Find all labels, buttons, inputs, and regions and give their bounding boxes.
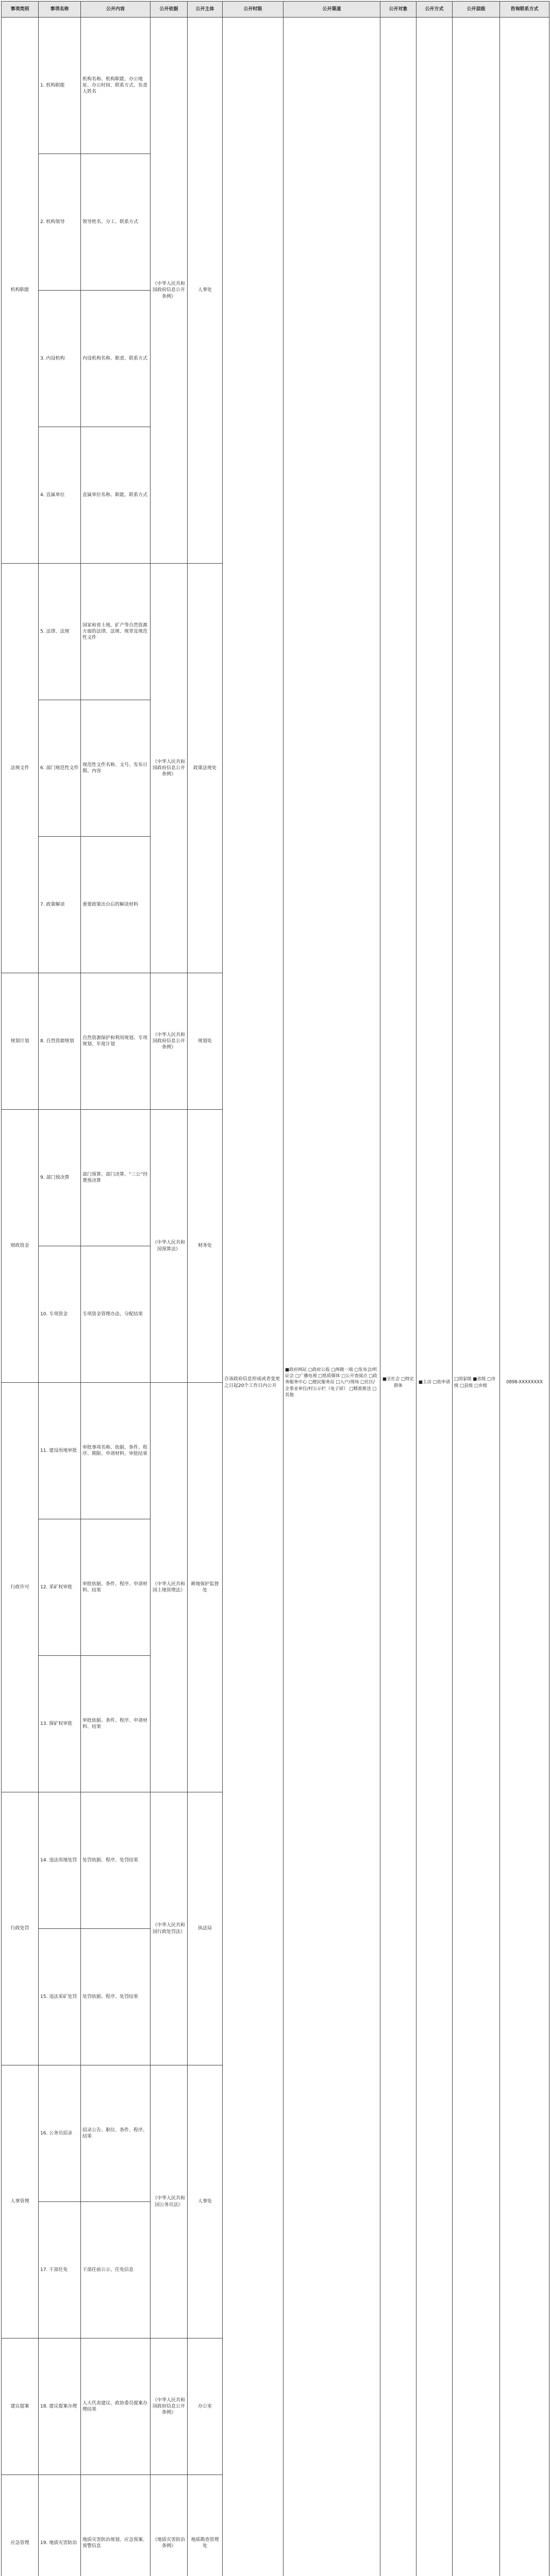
cell-basis: 《中华人民共和国政府信息公开条例》 bbox=[151, 973, 188, 1110]
item-number-separator: . bbox=[46, 2403, 49, 2409]
cell-content: 干部任前公示、任免信息 bbox=[81, 2202, 151, 2338]
cell-name bbox=[39, 154, 81, 291]
item-name: 直属单位 bbox=[46, 492, 65, 498]
cell-category: 规划计划 bbox=[2, 973, 39, 1110]
item-name: 探矿权审批 bbox=[49, 1721, 73, 1726]
cell-subject: 财务处 bbox=[188, 1110, 223, 1383]
page bbox=[0, 1, 550, 2576]
cell-name bbox=[39, 2338, 81, 2475]
item-number: 1 bbox=[40, 82, 43, 88]
header-subject: 公开主体 bbox=[188, 2, 223, 18]
item-number-separator: . bbox=[43, 902, 46, 907]
item-name: 建议提案办理 bbox=[49, 2403, 77, 2409]
cell-method: ■主动 □依申请 bbox=[416, 18, 453, 2576]
item-number: 17 bbox=[40, 2267, 46, 2273]
item-name: 专项资金 bbox=[49, 1311, 68, 1317]
item-name: 采矿权审批 bbox=[49, 1584, 73, 1590]
item-number-separator: . bbox=[46, 2540, 49, 2546]
item-number-separator: . bbox=[46, 1448, 49, 1453]
cell-content: 重要政策出台后的解读材料 bbox=[81, 837, 151, 973]
cell-subject: 政策法规处 bbox=[188, 564, 223, 973]
item-number: 4 bbox=[40, 492, 43, 498]
header-basis: 公开依据 bbox=[151, 2, 188, 18]
item-number: 5 bbox=[40, 629, 43, 634]
header-contact: 咨询联系方式 bbox=[500, 2, 549, 18]
cell-content: 审批依据、条件、程序、申请材料、结果 bbox=[81, 1656, 151, 1792]
cell-level: □国家级 ■省级 □市级 □县级 □乡级 bbox=[453, 18, 500, 2576]
cell-object: ■全社会 □特定群体 bbox=[380, 18, 416, 2576]
cell-content: 处罚依据、程序、处罚结果 bbox=[81, 1792, 151, 1929]
cell-subject: 规划处 bbox=[188, 973, 223, 1110]
item-name: 地质灾害防治 bbox=[49, 2540, 77, 2546]
item-number: 7 bbox=[40, 902, 43, 907]
item-number-separator: . bbox=[43, 492, 46, 498]
item-number: 11 bbox=[40, 1448, 46, 1453]
item-number-separator: . bbox=[46, 1721, 49, 1726]
cell-name bbox=[39, 1929, 81, 2065]
cell-content: 人大代表建议、政协委员提案办理结果 bbox=[81, 2338, 151, 2475]
cell-content: 国家和省土地、矿产等自然资源方面的法律、法规、规章及规范性文件 bbox=[81, 564, 151, 700]
cell-name bbox=[39, 1656, 81, 1792]
header-channel: 公开渠道 bbox=[284, 2, 380, 18]
cell-content: 专项资金管理办法、分配结果 bbox=[81, 1246, 151, 1383]
cell-content: 审批事项名称、依据、条件、程序、期限、申请材料、审批结果 bbox=[81, 1383, 151, 1519]
item-number-separator: . bbox=[43, 1175, 46, 1180]
header-content: 公开内容 bbox=[81, 2, 151, 18]
cell-content: 机构名称、机构职能、办公地址、办公时间、联系方式、负责人姓名 bbox=[81, 18, 151, 154]
header-time: 公开时限 bbox=[223, 2, 284, 18]
cell-name bbox=[39, 564, 81, 700]
cell-basis: 《中华人民共和国公务员法》 bbox=[151, 2065, 188, 2338]
cell-subject: 耕地保护监督处 bbox=[188, 1383, 223, 1792]
item-number-separator: . bbox=[46, 2267, 49, 2273]
cell-name bbox=[39, 1383, 81, 1519]
cell-name bbox=[39, 2475, 81, 2576]
cell-name bbox=[39, 1110, 81, 1246]
cell-category: 建议提案 bbox=[2, 2338, 39, 2475]
item-name: 干部任免 bbox=[49, 2267, 68, 2273]
table-header-row bbox=[2, 2, 549, 18]
cell-channel: ■政府网站 □政府公报 □两微一端 □发布会/听证会 □广播电视 □纸质媒体 □公开查阅点 □政务服务中心 □便民服务站 □入户/现场 □社区/企事业单位/村公示栏（电子屏） □精准推送 □其他 bbox=[284, 18, 380, 2576]
cell-basis: 《中华人民共和国政府信息公开条例》 bbox=[151, 2338, 188, 2475]
cell-basis: 《地质灾害防治条例》 bbox=[151, 2475, 188, 2576]
cell-content: 领导姓名、分工、联系方式 bbox=[81, 154, 151, 291]
cell-content: 部门预算、部门决算、“三公”经费预决算 bbox=[81, 1110, 151, 1246]
cell-time: 自该政府信息形成或者变更之日起20个工作日内公开 bbox=[223, 18, 284, 2576]
header-level: 公开层级 bbox=[453, 2, 500, 18]
cell-category: 行政处罚 bbox=[2, 1792, 39, 2065]
cell-subject: 人事处 bbox=[188, 18, 223, 564]
cell-name bbox=[39, 291, 81, 427]
item-number: 13 bbox=[40, 1721, 46, 1726]
item-name: 机构职能 bbox=[46, 82, 65, 88]
cell-content: 直属单位名称、职能、联系方式 bbox=[81, 427, 151, 564]
cell-subject: 办公室 bbox=[188, 2338, 223, 2475]
table-row bbox=[2, 18, 549, 154]
item-number: 18 bbox=[40, 2403, 46, 2409]
item-number-separator: . bbox=[46, 1857, 49, 1863]
item-number: 10 bbox=[40, 1311, 46, 1317]
cell-name bbox=[39, 2065, 81, 2202]
cell-basis: 《中华人民共和国政府信息公开条例》 bbox=[151, 564, 188, 973]
item-number: 14 bbox=[40, 1857, 46, 1863]
item-number-separator: . bbox=[43, 1038, 46, 1044]
item-name: 政策解读 bbox=[46, 902, 65, 907]
item-name: 违法采矿处罚 bbox=[49, 1994, 77, 1999]
cell-category: 行政许可 bbox=[2, 1383, 39, 1792]
cell-content: 审批依据、条件、程序、申请材料、结果 bbox=[81, 1519, 151, 1656]
item-number: 16 bbox=[40, 2130, 46, 2136]
cell-content: 地质灾害防治规划、应急预案、预警信息 bbox=[81, 2475, 151, 2576]
cell-name bbox=[39, 837, 81, 973]
cell-name bbox=[39, 1246, 81, 1383]
cell-category: 人事管理 bbox=[2, 2065, 39, 2338]
cell-name bbox=[39, 2202, 81, 2338]
cell-basis: 《中华人民共和国政府信息公开条例》 bbox=[151, 18, 188, 564]
cell-name bbox=[39, 700, 81, 837]
item-number-separator: . bbox=[43, 219, 46, 225]
item-number: 9 bbox=[40, 1175, 43, 1180]
item-number: 2 bbox=[40, 219, 43, 225]
cell-basis: 《中华人民共和国行政处罚法》 bbox=[151, 1792, 188, 2065]
cell-subject: 地质勘查管理处 bbox=[188, 2475, 223, 2576]
cell-name bbox=[39, 1519, 81, 1656]
cell-category: 法规文件 bbox=[2, 564, 39, 973]
item-number: 15 bbox=[40, 1994, 46, 1999]
item-number-separator: . bbox=[43, 629, 46, 634]
item-name: 法律、法规 bbox=[46, 629, 70, 634]
cell-name bbox=[39, 1792, 81, 1929]
header-method: 公开方式 bbox=[416, 2, 453, 18]
cell-content: 内设机构名称、职责、联系方式 bbox=[81, 291, 151, 427]
item-number-separator: . bbox=[46, 1584, 49, 1590]
item-number: 19 bbox=[40, 2540, 46, 2546]
disclosure-table bbox=[1, 1, 549, 2576]
item-name: 部门规范性文件 bbox=[46, 765, 79, 771]
item-number: 3 bbox=[40, 355, 43, 361]
item-number-separator: . bbox=[43, 765, 46, 771]
item-number: 12 bbox=[40, 1584, 46, 1590]
cell-name bbox=[39, 427, 81, 564]
item-name: 机构领导 bbox=[46, 219, 65, 225]
cell-content: 规范性文件名称、文号、发布日期、内容 bbox=[81, 700, 151, 837]
item-number-separator: . bbox=[43, 355, 46, 361]
cell-basis: 《中华人民共和国土地管理法》 bbox=[151, 1383, 188, 1792]
cell-content: 自然资源保护和利用规划、专项规划、年度计划 bbox=[81, 973, 151, 1110]
item-name: 建设用地审批 bbox=[49, 1448, 77, 1453]
cell-category: 机构职能 bbox=[2, 18, 39, 564]
cell-name bbox=[39, 973, 81, 1110]
header-object: 公开对象 bbox=[380, 2, 416, 18]
cell-contact: 0898-XXXXXXXX bbox=[500, 18, 549, 2576]
header-name: 事项名称 bbox=[39, 2, 81, 18]
cell-category: 应急管理 bbox=[2, 2475, 39, 2576]
cell-content: 招录公告、职位、条件、程序、结果 bbox=[81, 2065, 151, 2202]
cell-basis: 《中华人民共和国预算法》 bbox=[151, 1110, 188, 1383]
item-name: 违法用地处罚 bbox=[49, 1857, 77, 1863]
cell-subject: 执法局 bbox=[188, 1792, 223, 2065]
item-name: 自然资源规划 bbox=[46, 1038, 74, 1044]
item-number-separator: . bbox=[43, 82, 46, 88]
item-name: 公务员招录 bbox=[49, 2130, 73, 2136]
cell-subject: 人事处 bbox=[188, 2065, 223, 2338]
item-number: 6 bbox=[40, 765, 43, 771]
item-name: 部门预决算 bbox=[46, 1175, 70, 1180]
item-number: 8 bbox=[40, 1038, 43, 1044]
item-number-separator: . bbox=[46, 2130, 49, 2136]
item-name: 内设机构 bbox=[46, 355, 65, 361]
item-number-separator: . bbox=[46, 1994, 49, 1999]
cell-content: 处罚依据、程序、处罚结果 bbox=[81, 1929, 151, 2065]
item-number-separator: . bbox=[46, 1311, 49, 1317]
cell-name bbox=[39, 18, 81, 154]
header-category: 事项类别 bbox=[2, 2, 39, 18]
cell-category: 财政资金 bbox=[2, 1110, 39, 1383]
